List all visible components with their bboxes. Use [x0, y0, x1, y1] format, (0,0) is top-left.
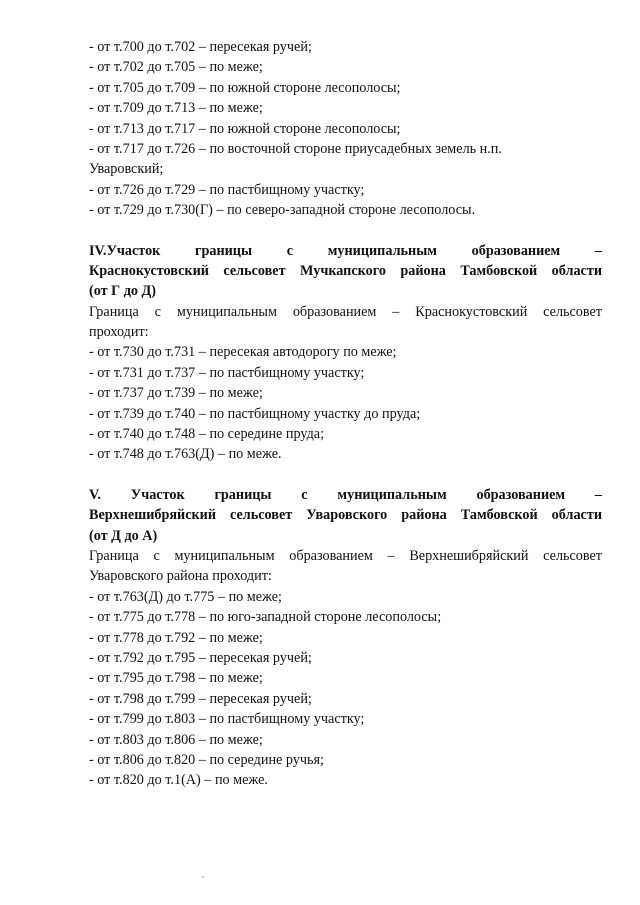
list-item: - от т.740 до т.748 – по середине пруда; — [89, 426, 325, 443]
section-v-heading-line-2: Верхнешибряйский сельсовет Уваровского района Тамбовской области — [89, 507, 602, 524]
list-item: - от т.799 до т.803 – по пастбищному участку; — [89, 711, 365, 728]
list-item: - от т.726 до т.729 – по пастбищному участку; — [89, 181, 365, 198]
list-item: - от т.798 до т.799 – пересекая ручей; — [89, 690, 312, 707]
list-item: - от т.709 до т.713 – по меже; — [89, 100, 263, 117]
list-item: - от т.792 до т.795 – пересекая ручей; — [89, 649, 312, 666]
section-iv-heading-line-1: IV.Участок границы с муниципальным образованием – — [89, 242, 602, 259]
list-item: - от т.737 до т.739 – по меже; — [89, 385, 263, 402]
list-item: - от т.713 до т.717 – по южной стороне лесополосы; — [89, 120, 401, 137]
section-iv-heading-line-3: (от Г до Д) — [89, 283, 157, 300]
section-v-heading-line-3: (от Д до А) — [89, 527, 158, 544]
section-iv-intro-line-1: Граница с муниципальным образованием – Краснокустовский сельсовет — [89, 303, 602, 320]
section-spacer — [89, 465, 602, 485]
list-item: - от т.702 до т.705 – по меже; — [89, 59, 263, 76]
list-item: - от т.700 до т.702 – пересекая ручей; — [89, 39, 312, 55]
boundary-list-top — [89, 37, 602, 221]
list-item: - от т.820 до т.1(А) – по меже. — [89, 772, 268, 789]
section-iv-heading-line-2: Краснокустовский сельсовет Мучкапского района Тамбовской области — [89, 262, 602, 279]
section-iv-intro-line-2: проходит: — [89, 324, 149, 341]
list-item-continuation: Уваровский; — [89, 161, 164, 178]
list-item: - от т.739 до т.740 – по пастбищному участку до пруда; — [89, 405, 421, 422]
section-v-heading-line-1: V. Участок границы с муниципальным образованием – — [89, 486, 602, 503]
list-item: - от т.748 до т.763(Д) – по меже. — [89, 446, 282, 463]
list-item: - от т.806 до т.820 – по середине ручья; — [89, 751, 324, 768]
list-item: - от т.763(Д) до т.775 – по меже; — [89, 588, 282, 605]
section-spacer — [89, 221, 602, 241]
list-item: - от т.731 до т.737 – по пастбищному участку; — [89, 364, 365, 381]
section-v-intro-line-1: Граница с муниципальным образованием – Верхнешибряйский сельсовет — [89, 547, 602, 564]
section-v-intro-line-2: Уваровского района проходит: — [89, 568, 272, 585]
list-item: - от т.795 до т.798 – по меже; — [89, 670, 263, 687]
section-v — [89, 485, 602, 791]
section-iv — [89, 241, 602, 465]
list-item: - от т.778 до т.792 – по меже; — [89, 629, 263, 646]
list-item: - от т.729 до т.730(Г) – по северо-западной стороне лесополосы. — [89, 202, 476, 219]
list-item: - от т.730 до т.731 – пересекая автодорогу по меже; — [89, 344, 397, 361]
list-item: - от т.775 до т.778 – по юго-западной стороне лесополосы; — [89, 609, 442, 626]
list-item: - от т.803 до т.806 – по меже; — [89, 731, 263, 748]
document-body — [89, 37, 602, 791]
list-item: - от т.705 до т.709 – по южной стороне лесополосы; — [89, 79, 401, 96]
scan-speck — [202, 876, 204, 878]
list-item: - от т.717 до т.726 – по восточной стороне приусадебных земель н.п. — [89, 140, 502, 157]
